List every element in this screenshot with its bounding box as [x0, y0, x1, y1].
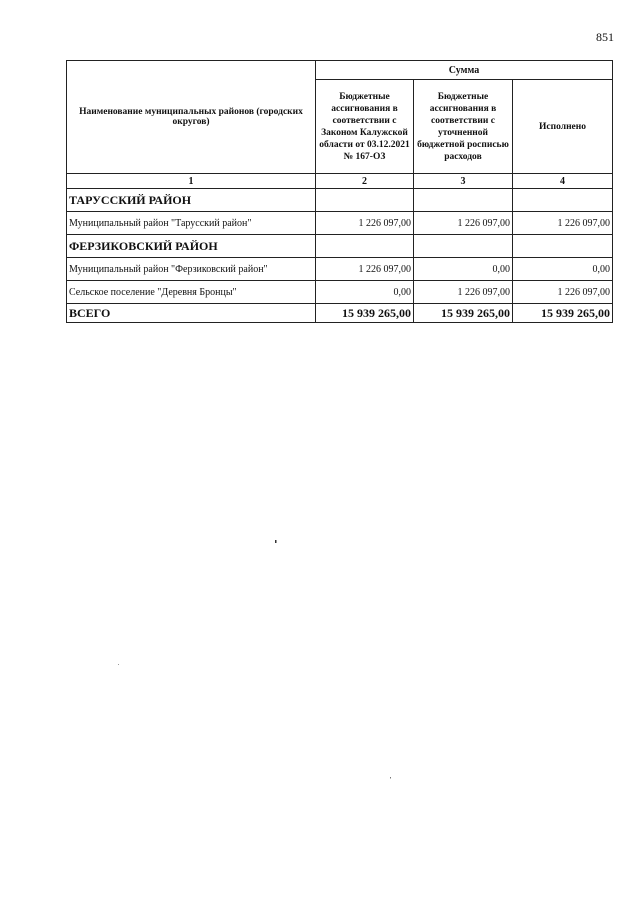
row-value-col3: 0,00: [414, 258, 513, 281]
total-label: ВСЕГО: [67, 304, 316, 323]
scan-speck: [118, 664, 119, 665]
district-name: ТАРУССКИЙ РАЙОН: [67, 189, 316, 212]
header-col3: Бюджетные ассигнования в соответствии с уточненной бюджетной росписью расходов: [414, 80, 513, 174]
row-name: Муниципальный район "Ферзиковский район": [67, 258, 316, 281]
header-sum: Сумма: [316, 61, 613, 80]
row-value-col4: 1 226 097,00: [513, 281, 613, 304]
row-value-col2: 0,00: [316, 281, 414, 304]
row-value-col2: 1 226 097,00: [316, 212, 414, 235]
header-col2: Бюджетные ассигнования в соответствии с Законом Калужской области от 03.12.2021 № 167-ОЗ: [316, 80, 414, 174]
index-cell: 3: [414, 174, 513, 189]
index-cell: 2: [316, 174, 414, 189]
row-value-col4: 0,00: [513, 258, 613, 281]
district-name: ФЕРЗИКОВСКИЙ РАЙОН: [67, 235, 316, 258]
page-number: 851: [596, 30, 614, 44]
row-value-col3: 1 226 097,00: [414, 212, 513, 235]
header-col4: Исполнено: [513, 80, 613, 174]
index-cell: 1: [67, 174, 316, 189]
scan-speck: [275, 540, 277, 543]
row-name: Муниципальный район "Тарусский район": [67, 212, 316, 235]
row-name: Сельское поселение "Деревня Бронцы": [67, 281, 316, 304]
scan-speck: [390, 777, 391, 779]
total-value-col4: 15 939 265,00: [513, 304, 613, 323]
index-cell: 4: [513, 174, 613, 189]
header-name: Наименование муниципальных районов (городских округов): [67, 61, 316, 174]
row-value-col2: 1 226 097,00: [316, 258, 414, 281]
total-value-col2: 15 939 265,00: [316, 304, 414, 323]
row-value-col3: 1 226 097,00: [414, 281, 513, 304]
total-value-col3: 15 939 265,00: [414, 304, 513, 323]
row-value-col4: 1 226 097,00: [513, 212, 613, 235]
